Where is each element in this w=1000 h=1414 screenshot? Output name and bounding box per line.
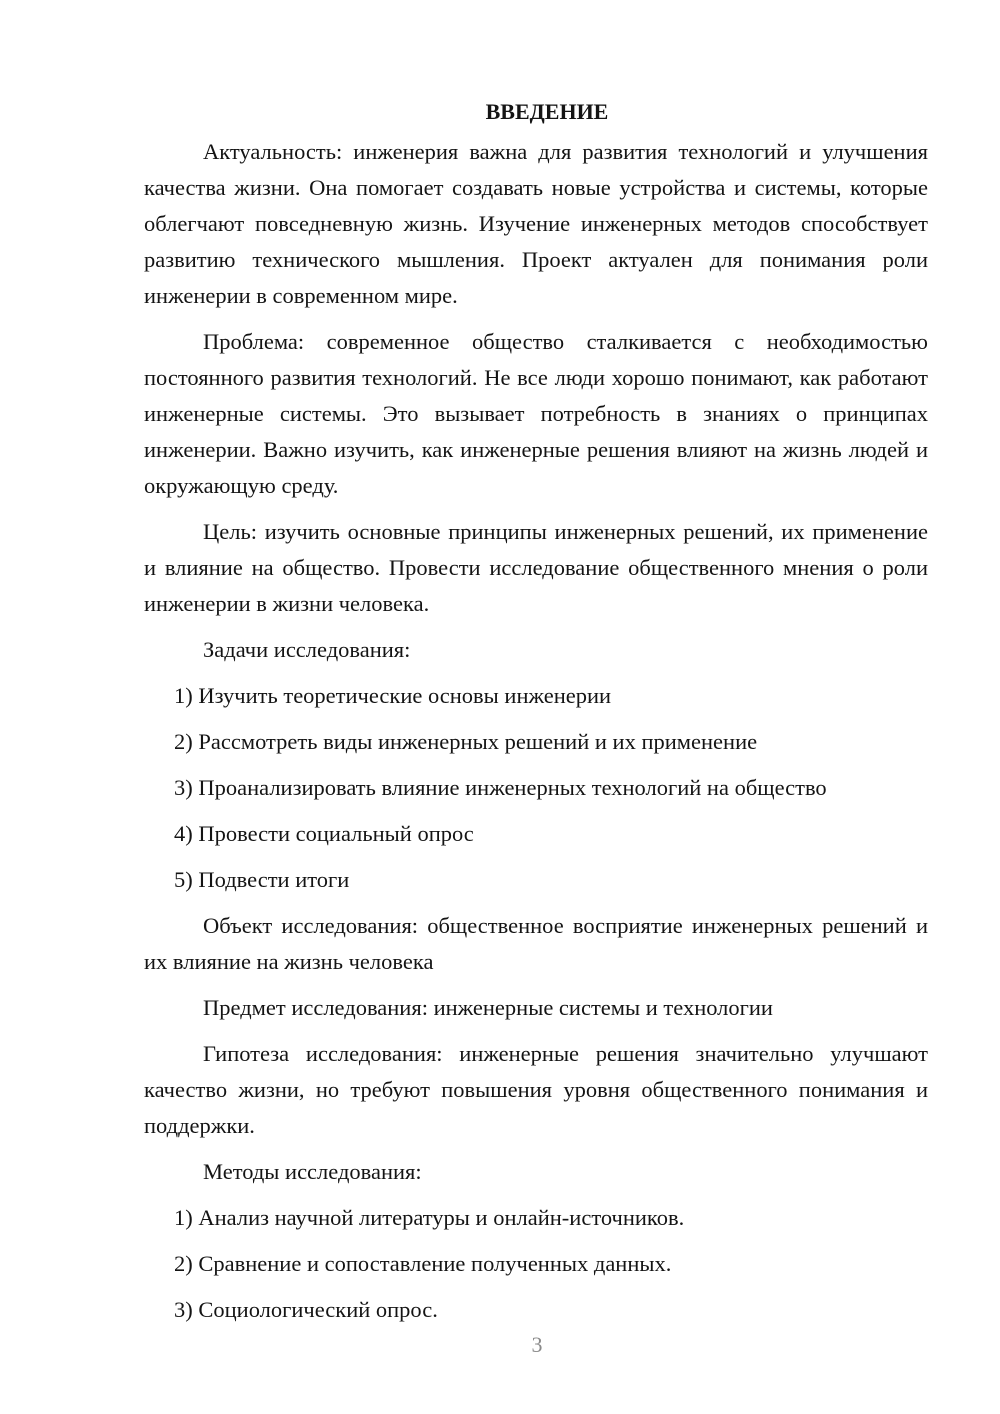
methods-heading: Методы исследования: <box>203 1159 422 1184</box>
tasks-heading: Задачи исследования: <box>203 637 411 662</box>
list-item: 1) Анализ научной литературы и онлайн-источников. <box>174 1205 685 1230</box>
subject-paragraph: Предмет исследования: инженерные системы и технологии <box>203 995 773 1020</box>
hypothesis-paragraph: Гипотеза исследования: инженерные решения значительно улучшают качество жизни, но требуют повышения уровня общественного понимания и поддержки. <box>144 1041 928 1138</box>
tasks-list <box>144 678 928 898</box>
methods-list <box>144 1200 928 1328</box>
list-item: 3) Социологический опрос. <box>174 1297 438 1322</box>
page-number: 3 <box>531 1332 543 1357</box>
list-item: 1) Изучить теоретические основы инженерии <box>174 683 612 708</box>
goal-paragraph: Цель: изучить основные принципы инженерных решений, их применение и влияние на общество. Провести исследование общественного мнения о роли инженерии в жизни человека. <box>144 519 928 616</box>
page-title: ВВЕДЕНИЕ <box>485 99 609 124</box>
list-item: 2) Рассмотреть виды инженерных решений и их применение <box>174 729 758 754</box>
list-item: 4) Провести социальный опрос <box>174 821 474 846</box>
problem-paragraph: Проблема: современное общество сталкивается с необходимостью постоянного развития технологий. Не все люди хорошо понимают, как работают инженерные системы. Это вызывает потребность в знаниях о принципах инженерии. Важно изучить, как инженерные решения влияют на жизнь людей и окружающую среду. <box>144 329 928 498</box>
list-item: 5) Подвести итоги <box>174 867 350 892</box>
relevance-paragraph: Актуальность: инженерия важна для развития технологий и улучшения качества жизни. Она помогает создавать новые устройства и системы, которые облегчают повседневную жизнь. Изучение инженерных методов способствует развитию технического мышления. Проект актуален для понимания роли инженерии в современном мире. <box>144 139 928 308</box>
page-content <box>144 94 928 1338</box>
object-paragraph: Объект исследования: общественное восприятие инженерных решений и их влияние на жизнь человека <box>144 913 928 974</box>
list-item: 3) Проанализировать влияние инженерных технологий на общество <box>174 775 827 800</box>
list-item: 2) Сравнение и сопоставление полученных данных. <box>174 1251 672 1276</box>
